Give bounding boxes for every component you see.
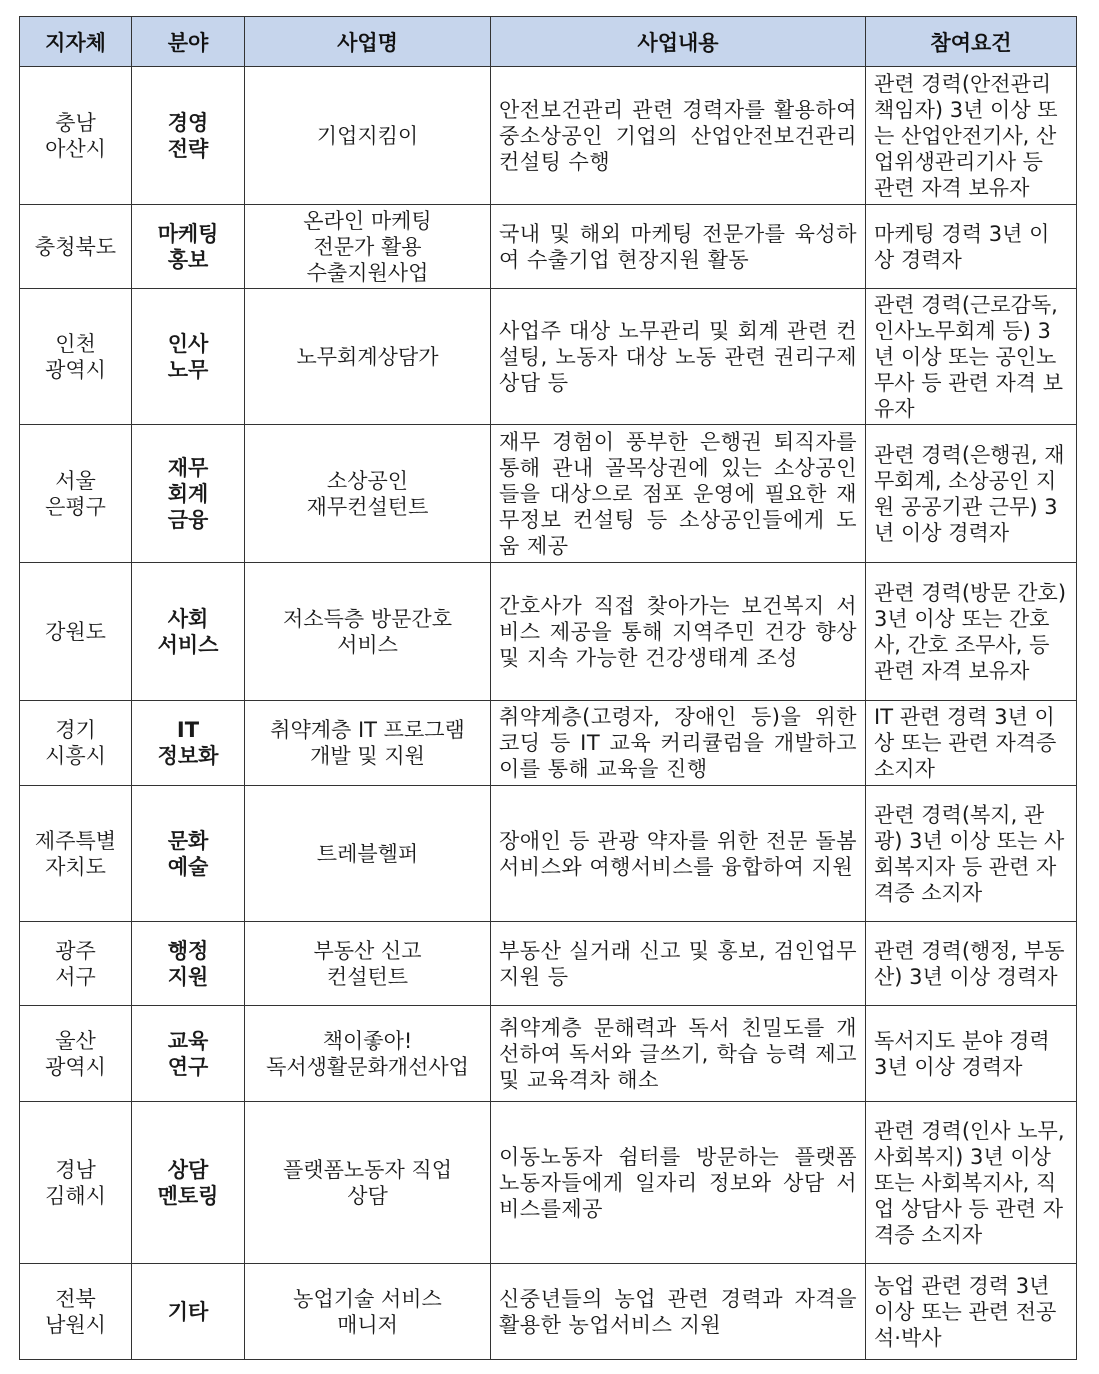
table-row	[20, 1102, 1077, 1264]
requirement-cell: 관련 경력(은행권, 재무회계, 소상공인 지원 공공기관 근무) 3년 이상 경력자	[866, 425, 1077, 563]
requirement-cell: IT 관련 경력 3년 이상 또는 관련 자격증 소지자	[866, 701, 1077, 786]
region-cell: 서울 은평구	[45, 468, 106, 519]
region-cell: 경기 시흥시	[45, 718, 106, 768]
field-cell: 인사 노무	[167, 331, 209, 382]
table-row	[20, 1006, 1077, 1102]
requirement-cell: 관련 경력(행정, 부동산) 3년 이상 경력자	[866, 922, 1077, 1006]
region-cell: 경남 김해시	[45, 1157, 106, 1208]
project-content-cell: 취약계층 문해력과 독서 친밀도를 개선하여 독서와 글쓰기, 학습 능력 제고 및 교육격차 해소	[491, 1006, 866, 1102]
field-cell: 문화 예술	[167, 828, 209, 879]
region-cell: 강원도	[45, 619, 106, 644]
header-row	[20, 17, 1077, 67]
project-name-cell: 취약계층 IT 프로그램 개발 및 지원	[270, 718, 465, 768]
requirement-cell: 독서지도 분야 경력 3년 이상 경력자	[866, 1006, 1077, 1102]
header-project-name: 사업명	[245, 17, 491, 67]
project-name-cell: 트레블헬퍼	[316, 841, 419, 866]
project-name-cell: 소상공인 재무컨설턴트	[306, 468, 429, 519]
field-cell: 교육 연구	[167, 1028, 209, 1079]
program-table	[19, 16, 1077, 1360]
table-row	[20, 205, 1077, 289]
region-cell: 울산 광역시	[45, 1028, 106, 1079]
header-project-content: 사업내용	[491, 17, 866, 67]
field-cell: 기타	[167, 1299, 209, 1324]
region-cell: 제주특별 자치도	[34, 828, 117, 879]
header-requirement: 참여요건	[866, 17, 1077, 67]
project-content-cell: 재무 경험이 풍부한 은행권 퇴직자를 통해 관내 골목상권에 있는 소상공인들을 대상으로 점포 운영에 필요한 재무정보 컨설팅 등 소상공인들에게 도움 제공	[491, 425, 866, 563]
project-content-cell: 취약계층(고령자, 장애인 등)을 위한 코딩 등 IT 교육 커리큘럼을 개발하고 이를 통해 교육을 진행	[491, 701, 866, 786]
field-cell: 상담 멘토링	[157, 1157, 219, 1208]
table-row	[20, 786, 1077, 922]
header-region: 지자체	[20, 17, 132, 67]
project-content-cell: 장애인 등 관광 약자를 위한 전문 돌봄서비스와 여행서비스를 융합하여 지원	[491, 786, 866, 922]
requirement-cell: 마케팅 경력 3년 이상 경력자	[866, 205, 1077, 289]
requirement-cell: 관련 경력(방문 간호) 3년 이상 또는 간호사, 간호 조무사, 등 관련 자격 보유자	[866, 563, 1077, 701]
project-content-cell: 국내 및 해외 마케팅 전문가를 육성하여 수출기업 현장지원 활동	[491, 205, 866, 289]
project-name-cell: 저소득층 방문간호 서비스	[283, 606, 452, 657]
project-name-cell: 농업기술 서비스 매니저	[293, 1286, 442, 1337]
project-name-cell: 노무회계상담가	[296, 344, 439, 369]
project-name-cell: 부동산 신고 컨설턴트	[313, 938, 422, 989]
requirement-cell: 관련 경력(복지, 관광) 3년 이상 또는 사회복지자 등 관련 자격증 소지자	[866, 786, 1077, 922]
project-content-cell: 간호사가 직접 찾아가는 보건복지 서비스 제공을 통해 지역주민 건강 향상 및 지속 가능한 건강생태계 조성	[491, 563, 866, 701]
project-name-cell: 온라인 마케팅 전문가 활용 수출지원사업	[303, 208, 432, 285]
project-name-cell: 기업지킴이	[316, 123, 419, 148]
requirement-cell: 관련 경력(근로감독, 인사노무회계 등) 3년 이상 또는 공인노무사 등 관련 자격 보유자	[866, 289, 1077, 425]
requirement-cell: 농업 관련 경력 3년 이상 또는 관련 전공 석·박사	[866, 1264, 1077, 1360]
table-row	[20, 1264, 1077, 1360]
project-name-cell: 플랫폼노동자 직업 상담	[283, 1157, 452, 1208]
table-row	[20, 922, 1077, 1006]
header-field: 분야	[132, 17, 245, 67]
field-cell: IT 정보화	[157, 718, 219, 768]
table-row	[20, 701, 1077, 786]
project-content-cell: 부동산 실거래 신고 및 홍보, 검인업무 지원 등	[491, 922, 866, 1006]
table-row	[20, 563, 1077, 701]
table-row	[20, 289, 1077, 425]
project-content-cell: 사업주 대상 노무관리 및 회계 관련 컨설팅, 노동자 대상 노동 관련 권리구제 상담 등	[491, 289, 866, 425]
field-cell: 재무 회계 금융	[167, 455, 209, 532]
project-content-cell: 신중년들의 농업 관련 경력과 자격을 활용한 농업서비스 지원	[491, 1264, 866, 1360]
region-cell: 인천 광역시	[45, 331, 106, 382]
field-cell: 사회 서비스	[157, 606, 219, 657]
requirement-cell: 관련 경력(안전관리 책임자) 3년 이상 또는 산업안전기사, 산업위생관리기사 등 관련 자격 보유자	[866, 67, 1077, 205]
region-cell: 전북 남원시	[45, 1286, 106, 1337]
table-row	[20, 67, 1077, 205]
project-content-cell: 안전보건관리 관련 경력자를 활용하여 중소상공인 기업의 산업안전보건관리 컨설팅 수행	[491, 67, 866, 205]
region-cell: 충남 아산시	[45, 110, 106, 161]
requirement-cell: 관련 경력(인사 노무, 사회복지) 3년 이상 또는 사회복지사, 직업 상담사 등 관련 자격증 소지자	[866, 1102, 1077, 1264]
region-cell: 광주 서구	[55, 938, 96, 989]
field-cell: 경영 전략	[167, 110, 209, 161]
table-row	[20, 425, 1077, 563]
project-content-cell: 이동노동자 쉼터를 방문하는 플랫폼 노동자들에게 일자리 정보와 상담 서비스를제공	[491, 1102, 866, 1264]
project-name-cell: 책이좋아! 독서생활문화개선사업	[266, 1028, 469, 1079]
field-cell: 행정 지원	[167, 938, 209, 989]
field-cell: 마케팅 홍보	[157, 221, 219, 272]
region-cell: 충청북도	[34, 234, 117, 259]
